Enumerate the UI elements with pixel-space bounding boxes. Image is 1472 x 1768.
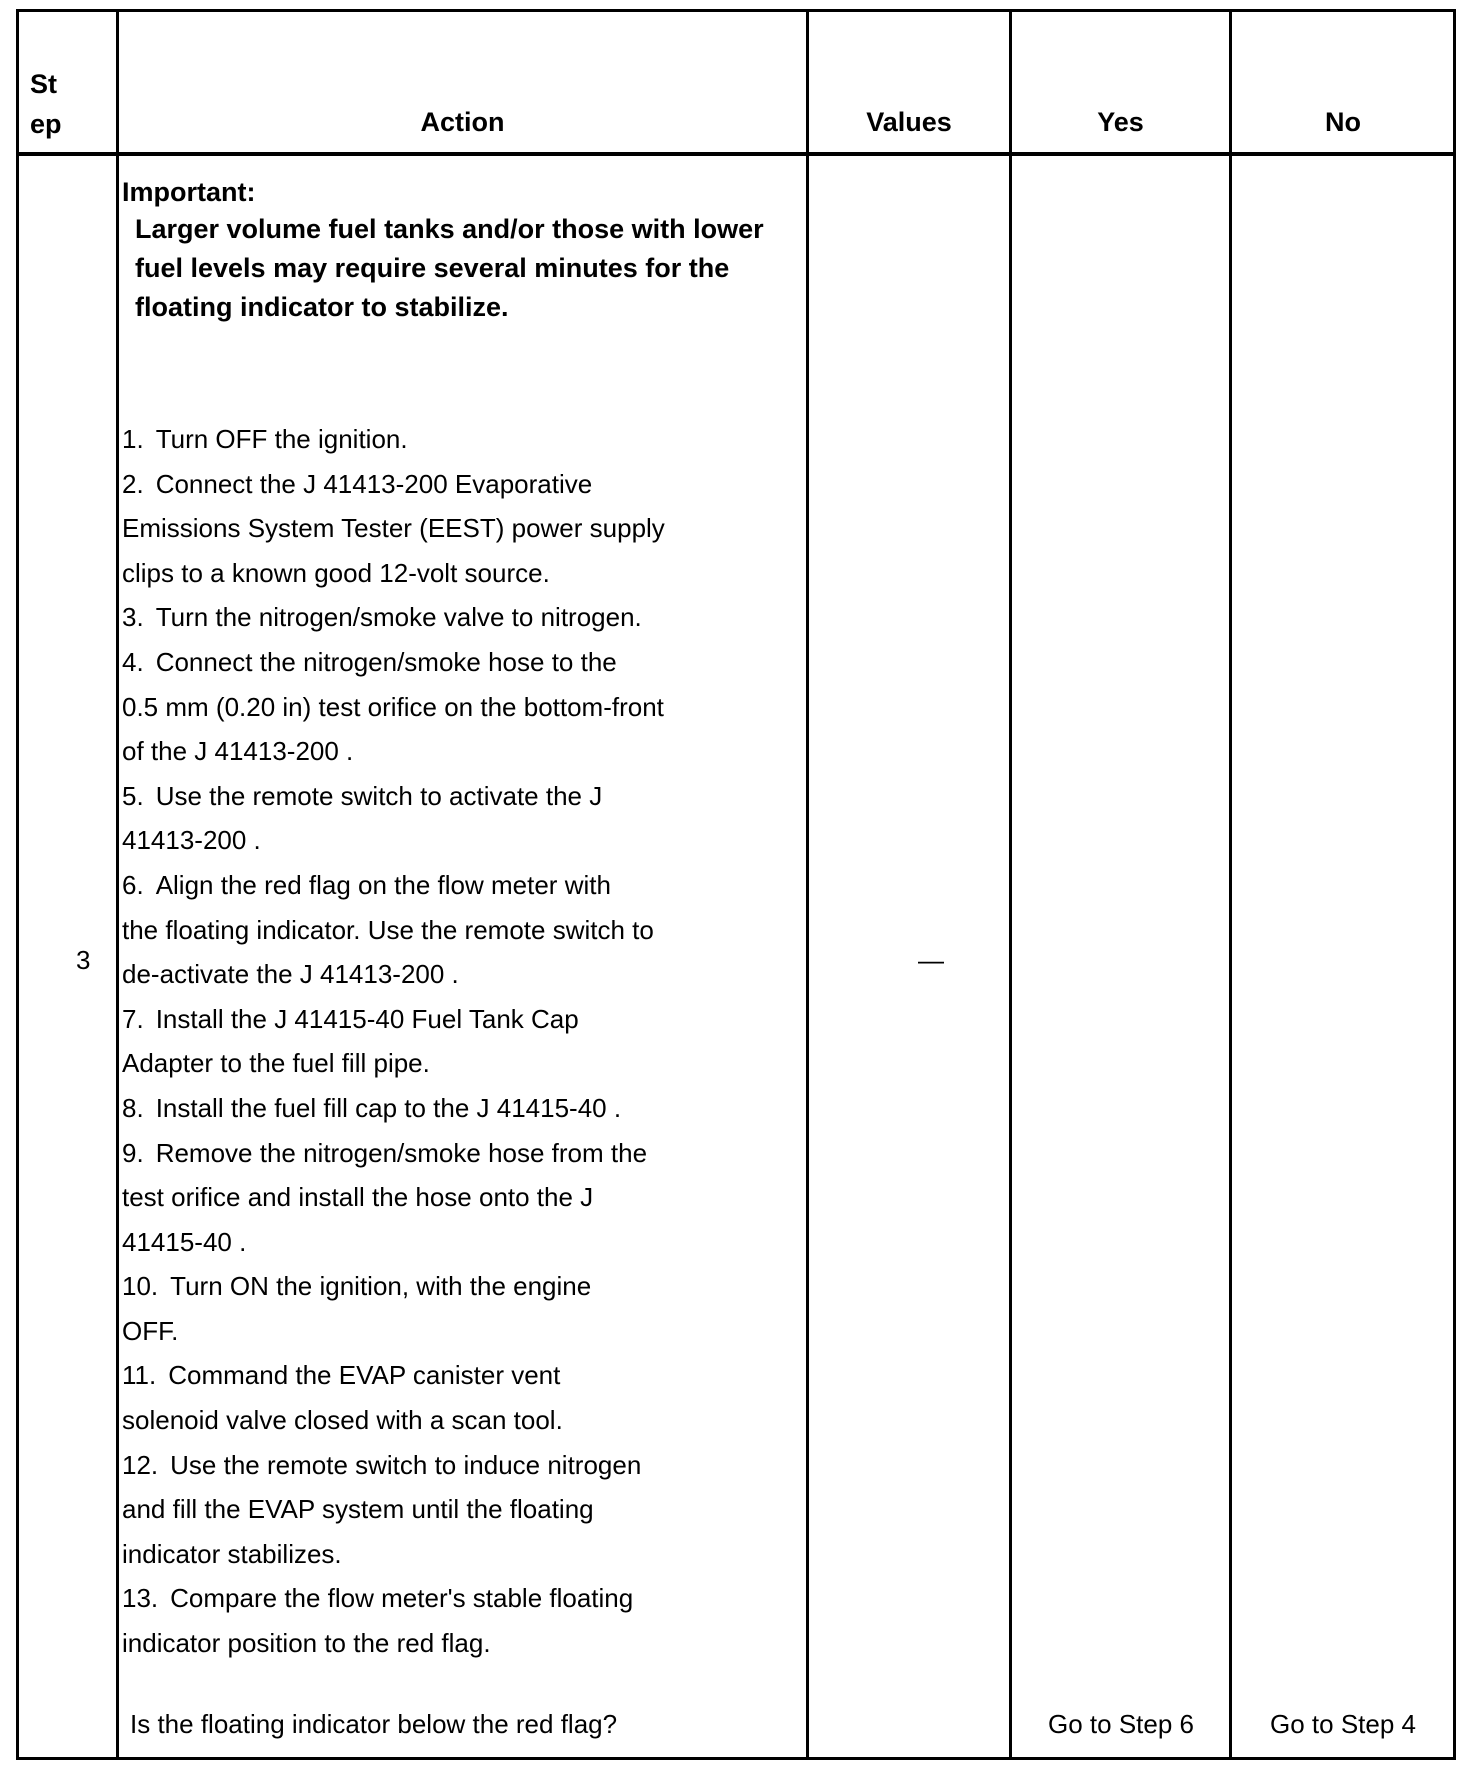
- header-divider: [16, 152, 1456, 156]
- step-line-number: 4.: [122, 646, 144, 677]
- procedure-step-line: [122, 685, 802, 730]
- step-line-number: 1.: [122, 424, 144, 454]
- header-step: St ep: [30, 69, 62, 139]
- procedure-step-line: [122, 1131, 802, 1176]
- step-line-text: test orifice and install the hose onto the J: [122, 1182, 594, 1213]
- procedure-step-line: [122, 952, 802, 997]
- step-line-number: 10.: [122, 1271, 159, 1302]
- procedure-step-line: [122, 997, 802, 1042]
- procedure-step-line: [122, 1309, 802, 1354]
- column-divider-yes: [1229, 9, 1232, 1760]
- step-line-number: 12.: [122, 1449, 159, 1480]
- header-no: No: [1325, 107, 1361, 137]
- yes-cell: Go to Step 6: [1048, 1709, 1194, 1739]
- step-line-text: indicator stabilizes.: [122, 1538, 342, 1569]
- step-line-text: Install the fuel fill cap to the J 41415-40 .: [155, 1092, 622, 1123]
- step-line-number: 9.: [122, 1137, 144, 1168]
- step-line-number: 5.: [122, 780, 144, 811]
- procedure-step-line: [122, 1487, 802, 1532]
- step-line-text: 0.5 mm (0.20 in) test orifice on the bottom-front: [122, 691, 664, 722]
- column-divider-step: [116, 9, 119, 1760]
- step-line-number: 7.: [122, 1003, 144, 1034]
- step-line-text: Use the remote switch to induce nitrogen: [170, 1449, 642, 1480]
- procedure-step-line: [122, 1353, 802, 1398]
- step-line-text: Command the EVAP canister vent: [168, 1360, 561, 1391]
- step-line-text: clips to a known good 12-volt source.: [122, 557, 550, 588]
- step-line-text: Compare the flow meter's stable floating: [170, 1583, 634, 1614]
- step-line-number: 6.: [122, 869, 144, 900]
- header-yes: Yes: [1097, 107, 1144, 137]
- procedure-step-line: [122, 818, 802, 863]
- step-line-text: Connect the J 41413-200 Evaporative: [155, 468, 593, 499]
- diagnostic-question: Is the floating indicator below the red flag?: [130, 1709, 618, 1739]
- step-line-text: 41415-40 .: [122, 1226, 247, 1257]
- step-line-number: 11.: [122, 1360, 157, 1391]
- procedure-step-line: [122, 1621, 802, 1666]
- procedure-step-line: [122, 1175, 802, 1220]
- procedure-step-line: [122, 774, 802, 819]
- step-line-text: de-activate the J 41413-200 .: [122, 959, 459, 990]
- step-line-text: Adapter to the fuel fill pipe.: [122, 1048, 430, 1079]
- procedure-step-line: [122, 1041, 802, 1086]
- step-line-text: Remove the nitrogen/smoke hose from the: [155, 1137, 648, 1168]
- column-divider-action: [806, 9, 809, 1760]
- step-line-text: 41413-200 .: [122, 825, 261, 856]
- procedure-step-line: [122, 729, 802, 774]
- procedure-step-line: [122, 1220, 802, 1265]
- step-line-text: and fill the EVAP system until the floating: [122, 1494, 594, 1525]
- step-line-text: Align the red flag on the flow meter with: [155, 869, 611, 900]
- header-action: Action: [420, 107, 505, 137]
- procedure-step-line: [122, 1398, 802, 1443]
- step-line-text: the floating indicator. Use the remote switch to: [122, 914, 654, 945]
- step-line-text: of the J 41413-200 .: [122, 736, 354, 767]
- step-line-text: indicator position to the red flag.: [122, 1628, 491, 1659]
- procedure-step-line: [122, 551, 802, 596]
- step-number: 3: [76, 945, 91, 975]
- step-line-text: Emissions System Tester (EEST) power supply: [122, 513, 665, 544]
- step-line-text: Turn the nitrogen/smoke valve to nitrogen.: [155, 602, 642, 633]
- step-line-number: 3.: [122, 602, 144, 633]
- step-line-number: 8.: [122, 1092, 144, 1123]
- no-cell: Go to Step 4: [1270, 1709, 1416, 1739]
- procedure-step-line: [122, 1532, 802, 1577]
- step-line-text: Install the J 41415-40 Fuel Tank Cap: [155, 1003, 579, 1034]
- procedure-step-line: [122, 506, 802, 551]
- values-cell: —: [918, 945, 944, 975]
- procedure-step-line: [122, 462, 802, 507]
- important-note: Larger volume fuel tanks and/or those with lower fuel levels may require several minutes for the floating indicator to stabilize.: [135, 214, 764, 322]
- important-label: Important:: [122, 177, 256, 207]
- procedure-step-line: [122, 1443, 802, 1488]
- procedure-step-line: [122, 640, 802, 685]
- step-line-text: Turn OFF the ignition.: [155, 424, 408, 454]
- procedure-step-line: [122, 417, 802, 462]
- step-line-text: OFF.: [122, 1315, 179, 1346]
- step-line-text: Turn ON the ignition, with the engine: [170, 1271, 592, 1302]
- step-line-text: Use the remote switch to activate the J: [155, 780, 603, 811]
- column-divider-values: [1009, 9, 1012, 1760]
- header-values: Values: [866, 107, 952, 137]
- procedure-step-line: [122, 863, 802, 908]
- procedure-step-line: [122, 1576, 802, 1621]
- procedure-step-line: [122, 908, 802, 953]
- procedure-steps: [122, 417, 802, 1666]
- step-line-number: 13.: [122, 1583, 159, 1614]
- procedure-step-line: [122, 595, 802, 640]
- procedure-step-line: [122, 1264, 802, 1309]
- step-line-text: solenoid valve closed with a scan tool.: [122, 1405, 563, 1436]
- step-line-number: 2.: [122, 468, 144, 499]
- step-line-text: Connect the nitrogen/smoke hose to the: [155, 646, 617, 677]
- procedure-step-line: [122, 1086, 802, 1131]
